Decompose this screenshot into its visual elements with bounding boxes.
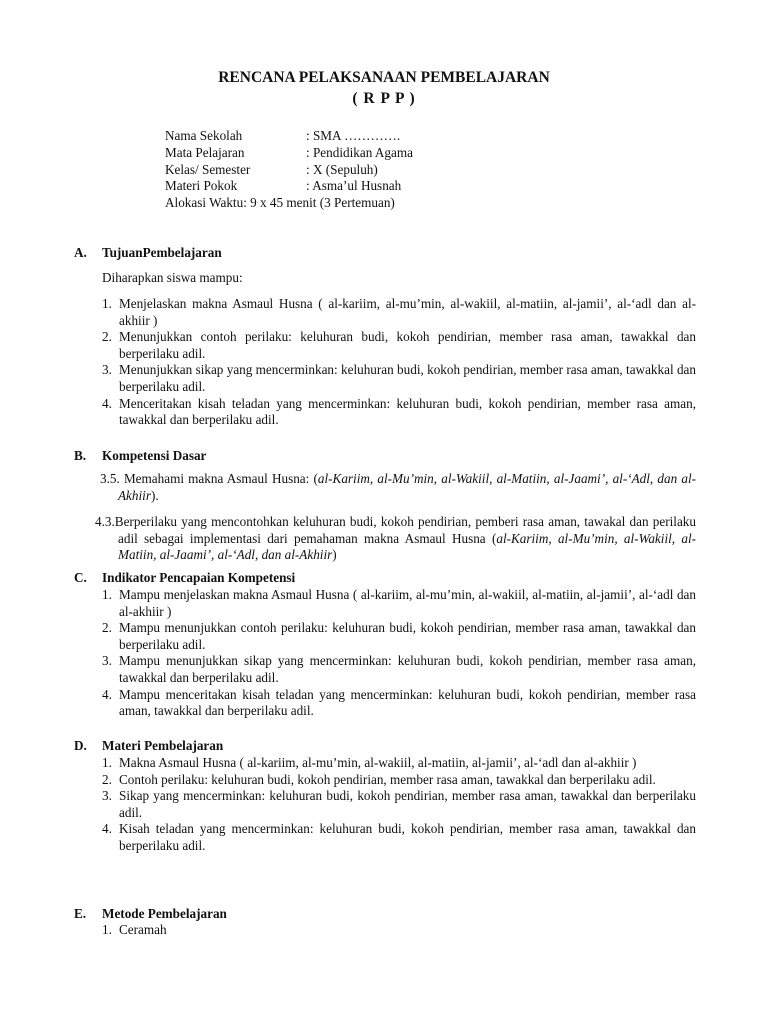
section-heading-e (74, 906, 227, 923)
info-value: : Pendidikan Agama (306, 144, 413, 160)
list-number: 1. (102, 296, 112, 311)
info-value: : 9 x 45 menit (3 Pertemuan) (243, 195, 395, 211)
list-text: Mampu menunjukkan sikap yang mencerminkan: keluhuran budi, kokoh pendirian, member rasa aman, tawakkal dan berperilaku adil. (119, 653, 696, 685)
list-item (102, 821, 696, 854)
section-letter: A. (74, 245, 87, 260)
section-c-list (102, 587, 696, 720)
identity-block (165, 128, 413, 212)
document-title: RENCANA PELAKSANAAN PEMBELAJARAN (218, 69, 550, 86)
document-subtitle: ( R P P ) (352, 90, 416, 107)
kd-tail: ) (332, 547, 337, 563)
list-text: Mampu menjelaskan makna Asmaul Husna ( al-kariim, al-mu’min, al-wakiil, al-matiin, al-jamii’, al-‘adl dan al-akhiir ) (119, 587, 696, 619)
list-item (102, 922, 696, 939)
list-text: Makna Asmaul Husna ( al-kariim, al-mu’min, al-wakiil, al-matiin, al-jamii’, al-‘adl dan al-akhiir ) (119, 755, 637, 770)
section-title: Materi Pembelajaran (102, 738, 224, 753)
section-title: TujuanPembelajaran (102, 245, 222, 260)
info-label: Kelas/ Semester (165, 161, 251, 177)
list-number: 2. (102, 620, 112, 636)
list-number: 1. (102, 587, 112, 602)
list-number: 2. (102, 771, 112, 787)
section-title: Kompetensi Dasar (102, 448, 207, 463)
list-number: 3. (102, 362, 112, 378)
list-item (102, 587, 696, 620)
section-d-list (102, 755, 696, 855)
list-text: Ceramah (119, 922, 167, 937)
list-item (102, 755, 696, 772)
list-item (102, 620, 696, 653)
kd-item-4-3 (95, 514, 696, 564)
list-number: 4. (102, 821, 112, 837)
list-text: Mampu menunjukkan contoh perilaku: keluhuran budi, kokoh pendirian, member rasa aman, tawakkal dan berperilaku adil. (119, 620, 696, 652)
info-value: : SMA …………. (306, 128, 401, 143)
section-letter: E. (74, 906, 87, 921)
list-number: 3. (102, 653, 112, 669)
list-item (102, 362, 696, 395)
list-number: 4. (102, 686, 112, 702)
list-number: 4. (102, 395, 112, 411)
list-number: 1. (102, 755, 112, 770)
kd-italic: al-Kariim, al-Mu’min, al-Wakiil, al-Matiin, al-Jaami’, al-‘Adl, dan al-Akhiir (118, 530, 696, 563)
info-value: : Asma’ul Husnah (306, 178, 402, 194)
list-text: Mampu menceritakan kisah teladan yang mencerminkan: keluhuran budi, kokoh pendirian, member rasa aman, tawakkal dan berperilaku adil. (119, 686, 696, 719)
info-row (165, 178, 413, 195)
info-row (165, 145, 413, 162)
section-heading-b (74, 448, 206, 465)
section-heading-d (74, 738, 223, 755)
section-letter: C. (74, 570, 87, 585)
info-row (165, 195, 413, 212)
list-item (102, 296, 696, 329)
list-item (102, 329, 696, 362)
section-letter: D. (74, 738, 87, 753)
info-label: Mata Pelajaran (165, 144, 245, 160)
kd-italic: al-Kariim, al-Mu’min, al-Wakiil, al-Matiin, al-Jaami’, al-‘Adl, dan al-Akhiir (118, 471, 696, 503)
section-heading-c (74, 570, 295, 587)
kd-item-3-5 (100, 471, 696, 504)
section-letter: B. (74, 448, 87, 463)
info-value: : X (Sepuluh) (306, 161, 378, 177)
kd-text (95, 514, 696, 564)
list-text: Sikap yang mencerminkan: keluhuran budi, kokoh pendirian, member rasa aman, tawakkal dan berperilaku adil. (119, 788, 696, 820)
kd-lead: Memahami makna Asmaul Husna: ( (123, 471, 318, 486)
list-text: Menceritakan kisah teladan yang mencerminkan: keluhuran budi, kokoh pendirian, member rasa aman, tawakkal dan berperilaku adil. (119, 395, 696, 428)
section-a-list (102, 296, 696, 429)
section-e-list (102, 922, 696, 939)
section-heading-a (74, 245, 222, 262)
info-row (165, 128, 413, 145)
kd-number: 4.3. (95, 514, 115, 529)
info-label: Materi Pokok (165, 178, 238, 194)
info-row (165, 162, 413, 179)
section-title: Metode Pembelajaran (102, 906, 227, 921)
kd-lead: Berperilaku yang mencontohkan keluhuran budi, kokoh pendirian, pemberi rasa aman, tawakal dan perilaku adil sebagai implementasi dari pemahaman makna Asmaul Husna ( (114, 514, 696, 546)
kd-text (100, 471, 696, 504)
list-number: 2. (102, 329, 112, 345)
section-a-intro: Diharapkan siswa mampu: (102, 270, 243, 285)
list-item (102, 396, 696, 429)
list-item (102, 653, 696, 686)
list-text: Menjelaskan makna Asmaul Husna ( al-kariim, al-mu’min, al-wakiil, al-matiin, al-jamii’, al-‘adl dan al-akhiir ) (119, 296, 696, 328)
kd-tail: ). (150, 487, 159, 503)
list-text: Menunjukkan sikap yang mencerminkan: keluhuran budi, kokoh pendirian, member rasa aman, tawakkal dan berperilaku adil. (119, 362, 696, 394)
info-label: Nama Sekolah (165, 128, 243, 143)
section-title: Indikator Pencapaian Kompetensi (102, 570, 296, 585)
info-label: Alokasi Waktu (165, 195, 244, 211)
list-number: 1. (102, 922, 112, 937)
kd-number: 3.5. (100, 471, 120, 486)
list-item (102, 687, 696, 720)
list-item (102, 788, 696, 821)
list-text: Kisah teladan yang mencerminkan: keluhuran budi, kokoh pendirian, member rasa aman, tawakkal dan berperilaku adil. (119, 821, 696, 853)
list-text: Contoh perilaku: keluhuran budi, kokoh pendirian, member rasa aman, tawakkal dan berperilaku adil. (119, 771, 656, 787)
list-item (102, 772, 696, 789)
list-number: 3. (102, 788, 112, 804)
list-text: Menunjukkan contoh perilaku: keluhuran budi, kokoh pendirian, member rasa aman, tawakkal dan berperilaku adil. (119, 329, 696, 361)
